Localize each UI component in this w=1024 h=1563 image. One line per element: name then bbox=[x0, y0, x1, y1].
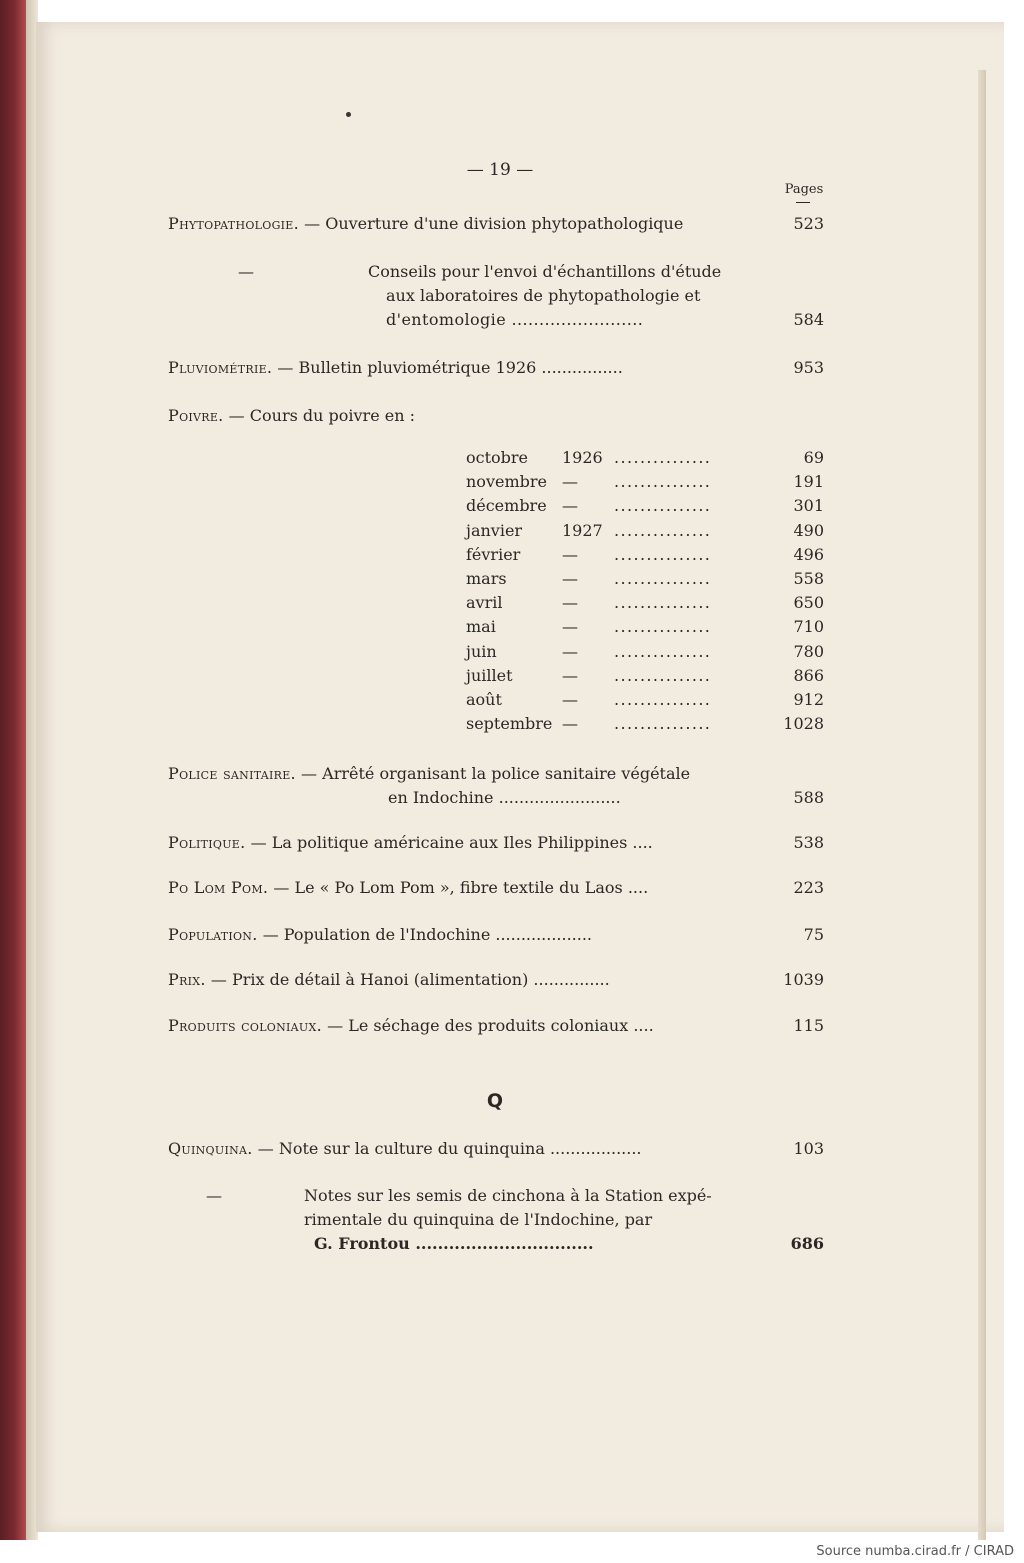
month-name: janvier bbox=[466, 520, 523, 540]
entry-page: 191 bbox=[793, 472, 824, 492]
entry-page: 490 bbox=[793, 520, 824, 540]
entry-page: 650 bbox=[793, 593, 824, 613]
entry-page: 710 bbox=[793, 617, 824, 637]
entry-page: 538 bbox=[793, 833, 824, 852]
ditto-dash: — bbox=[206, 1186, 222, 1205]
entry-page: 953 bbox=[793, 358, 824, 377]
entry-term: Politique. bbox=[168, 833, 246, 852]
entry-page: 496 bbox=[793, 544, 824, 564]
entry-page: 588 bbox=[793, 788, 824, 807]
ink-dot bbox=[346, 112, 351, 117]
entry-page: 686 bbox=[790, 1234, 824, 1253]
leader-dots: ............... bbox=[614, 690, 712, 709]
subentry-line: Notes sur les semis de cinchona à la Station expé- bbox=[304, 1186, 712, 1205]
entry-term: Population. bbox=[168, 925, 258, 944]
index-entry-population bbox=[168, 923, 824, 947]
month-year: — bbox=[562, 593, 578, 613]
month-name: juillet bbox=[466, 665, 513, 685]
leader-dots: ............... bbox=[614, 496, 712, 516]
month-name: avril bbox=[466, 593, 503, 613]
entry-term: Produits coloniaux. bbox=[168, 1016, 323, 1035]
entry-page: 103 bbox=[793, 1139, 824, 1158]
pages-column-label: Pages bbox=[784, 182, 824, 197]
month-name: août bbox=[466, 690, 502, 709]
pages-rule bbox=[796, 202, 810, 203]
entry-term: Po Lom Pom. bbox=[168, 878, 269, 897]
index-entry-poivre bbox=[168, 404, 824, 428]
month-year: — bbox=[562, 714, 578, 734]
entry-page: 223 bbox=[793, 878, 824, 897]
leader-dots: ............... bbox=[614, 714, 712, 734]
month-year: 1927 bbox=[562, 520, 603, 540]
leader-dots: ............... bbox=[614, 448, 712, 467]
entry-page: 115 bbox=[793, 1016, 824, 1035]
index-subentry-phytopathologie bbox=[168, 260, 824, 332]
entry-page: 1028 bbox=[783, 714, 824, 734]
subentry-line: en Indochine ........................ bbox=[388, 788, 621, 807]
entry-term: Prix. bbox=[168, 970, 206, 989]
month-name: octobre bbox=[466, 448, 529, 467]
entry-text: — La politique américaine aux Iles Philippines .... bbox=[250, 833, 653, 852]
month-year: — bbox=[562, 665, 578, 685]
subentry-line: d'entomologie ........................ bbox=[386, 310, 644, 329]
index-entry-politique bbox=[168, 831, 824, 855]
month-name: décembre bbox=[466, 496, 547, 516]
entry-term: Police sanitaire. bbox=[168, 764, 296, 783]
leader-dots: ............... bbox=[614, 472, 712, 492]
entry-page: 1039 bbox=[783, 970, 824, 989]
month-year: — bbox=[562, 641, 578, 661]
month-year: — bbox=[562, 690, 578, 709]
entry-text: — Ouverture d'une division phytopathologique bbox=[304, 214, 684, 233]
section-letter-q: Q bbox=[486, 1090, 504, 1112]
entry-term: Phytopathologie. bbox=[168, 214, 300, 233]
leader-dots: ............... bbox=[614, 617, 712, 637]
month-year: — bbox=[562, 544, 578, 564]
entry-page: 75 bbox=[803, 925, 824, 944]
entry-page: 69 bbox=[803, 448, 824, 467]
leader-dots: ............... bbox=[614, 569, 712, 588]
entry-text: — Bulletin pluviométrique 1926 ................ bbox=[277, 358, 623, 377]
leader-dots: ............... bbox=[614, 520, 712, 540]
month-year: — bbox=[562, 617, 578, 637]
entry-page: 584 bbox=[793, 310, 824, 329]
entry-page: 523 bbox=[793, 214, 824, 233]
subentry-line: aux laboratoires de phytopathologie et bbox=[386, 286, 701, 305]
subentry-line: Conseils pour l'envoi d'échantillons d'étude bbox=[368, 262, 722, 281]
leader-dots: ............... bbox=[614, 641, 712, 661]
month-name: novembre bbox=[466, 472, 547, 492]
index-entry-phytopathologie bbox=[168, 212, 824, 236]
entry-text: — Le « Po Lom Pom », fibre textile du Laos .... bbox=[273, 878, 649, 897]
month-name: juin bbox=[466, 641, 497, 661]
entry-term: Quinquina. bbox=[168, 1139, 253, 1158]
leader-dots: ............... bbox=[614, 544, 712, 564]
month-year: — bbox=[562, 569, 578, 588]
entry-text: — Note sur la culture du quinquina .................. bbox=[257, 1139, 642, 1158]
leader-dots: ............... bbox=[614, 593, 712, 613]
index-entry-pluviometrie bbox=[168, 356, 824, 380]
entry-text: — Cours du poivre en : bbox=[228, 406, 415, 425]
subentry-line: rimentale du quinquina de l'Indochine, par bbox=[304, 1210, 653, 1229]
month-year: — bbox=[562, 472, 578, 492]
entry-text: — Population de l'Indochine ................... bbox=[262, 925, 593, 944]
entry-text: — Arrêté organisant la police sanitaire végétale bbox=[301, 764, 691, 783]
month-name: mars bbox=[466, 569, 507, 588]
ditto-dash: — bbox=[238, 262, 254, 281]
page-edge bbox=[978, 70, 986, 1540]
entry-term: Poivre. bbox=[168, 406, 224, 425]
index-entry-po-lom-pom bbox=[168, 876, 824, 900]
page-number: — 19 — bbox=[466, 160, 534, 180]
index-entry-prix bbox=[168, 968, 824, 992]
entry-page: 301 bbox=[793, 496, 824, 516]
index-entry-produits-coloniaux bbox=[168, 1014, 824, 1038]
index-entry-police-sanitaire bbox=[168, 762, 824, 786]
month-name: septembre bbox=[466, 714, 553, 734]
month-name: mai bbox=[466, 617, 496, 637]
entry-term: Pluviométrie. bbox=[168, 358, 273, 377]
entry-page: 866 bbox=[793, 665, 824, 685]
index-entry-quinquina bbox=[168, 1137, 824, 1161]
month-name: février bbox=[466, 544, 521, 564]
entry-text: — Le séchage des produits coloniaux .... bbox=[327, 1016, 654, 1035]
index-subentry-quinquina bbox=[168, 1184, 824, 1256]
month-year: 1926 bbox=[562, 448, 603, 467]
entry-page: 558 bbox=[793, 569, 824, 588]
subentry-line: G. Frontou ................................ bbox=[314, 1234, 594, 1253]
entry-page: 912 bbox=[793, 690, 824, 709]
source-credit: Source numba.cirad.fr / CIRAD bbox=[816, 1544, 1014, 1559]
month-year: — bbox=[562, 496, 578, 516]
entry-page: 780 bbox=[793, 641, 824, 661]
leader-dots: ............... bbox=[614, 665, 712, 685]
entry-text: — Prix de détail à Hanoi (alimentation) ............... bbox=[210, 970, 610, 989]
